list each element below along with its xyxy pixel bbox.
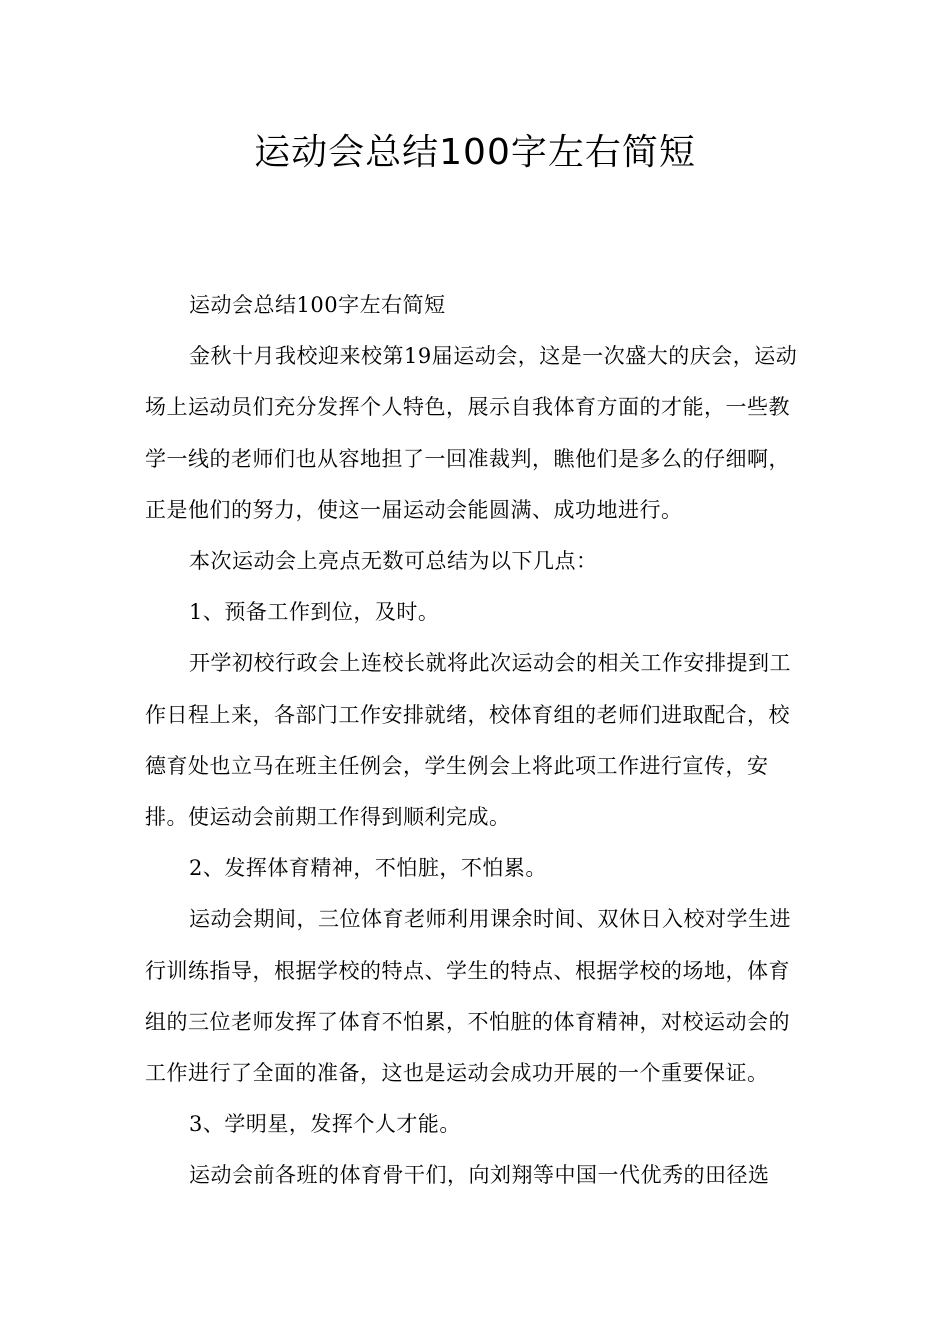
document-title: 运动会总结100字左右简短 xyxy=(254,132,696,173)
paragraph-point-2-body: 运动会期间，三位体育老师利用课余时间、双休日入校对学生进行训练指导，根据学校的特点、学生的特点、根据学校的场地，体育组的三位老师发挥了体育不怕累，不怕脏的体育精神，对校运动会的工作进行了全面的准备，这也是运动会成功开展的一个重要保证。 xyxy=(145,907,791,1086)
paragraph-point-3-body: 运动会前各班的体育骨干们，向刘翔等中国一代优秀的田径选 xyxy=(189,1163,770,1188)
paragraph-subtitle: 运动会总结100字左右简短 xyxy=(189,293,446,317)
paragraph-summary-lead: 本次运动会上亮点无数可总结为以下几点： xyxy=(189,549,598,574)
paragraph-point-2-heading: 2、发挥体育精神，不怕脏，不怕累。 xyxy=(189,856,547,881)
document-body xyxy=(145,280,810,1202)
paragraph-intro: 金秋十月我校迎来校第19届运动会，这是一次盛大的庆会，运动场上运动员们充分发挥个人特色，展示自我体育方面的才能，一些教学一线的老师们也从容地担了一回准裁判，瞧他们是多么的仔细啊，正是他们的努力，使这一届运动会能圆满、成功地进行。 xyxy=(145,344,798,522)
paragraph-point-3-heading: 3、学明星，发挥个人才能。 xyxy=(189,1112,461,1137)
paragraph-point-1-body: 开学初校行政会上连校长就将此次运动会的相关工作安排提到工作日程上来，各部门工作安排就绪，校体育组的老师们进取配合，校德育处也立马在班主任例会，学生例会上将此项工作进行宣传，安排。使运动会前期工作得到顺利完成。 xyxy=(145,651,791,830)
paragraph-point-1-heading: 1、预备工作到位，及时。 xyxy=(189,600,440,625)
